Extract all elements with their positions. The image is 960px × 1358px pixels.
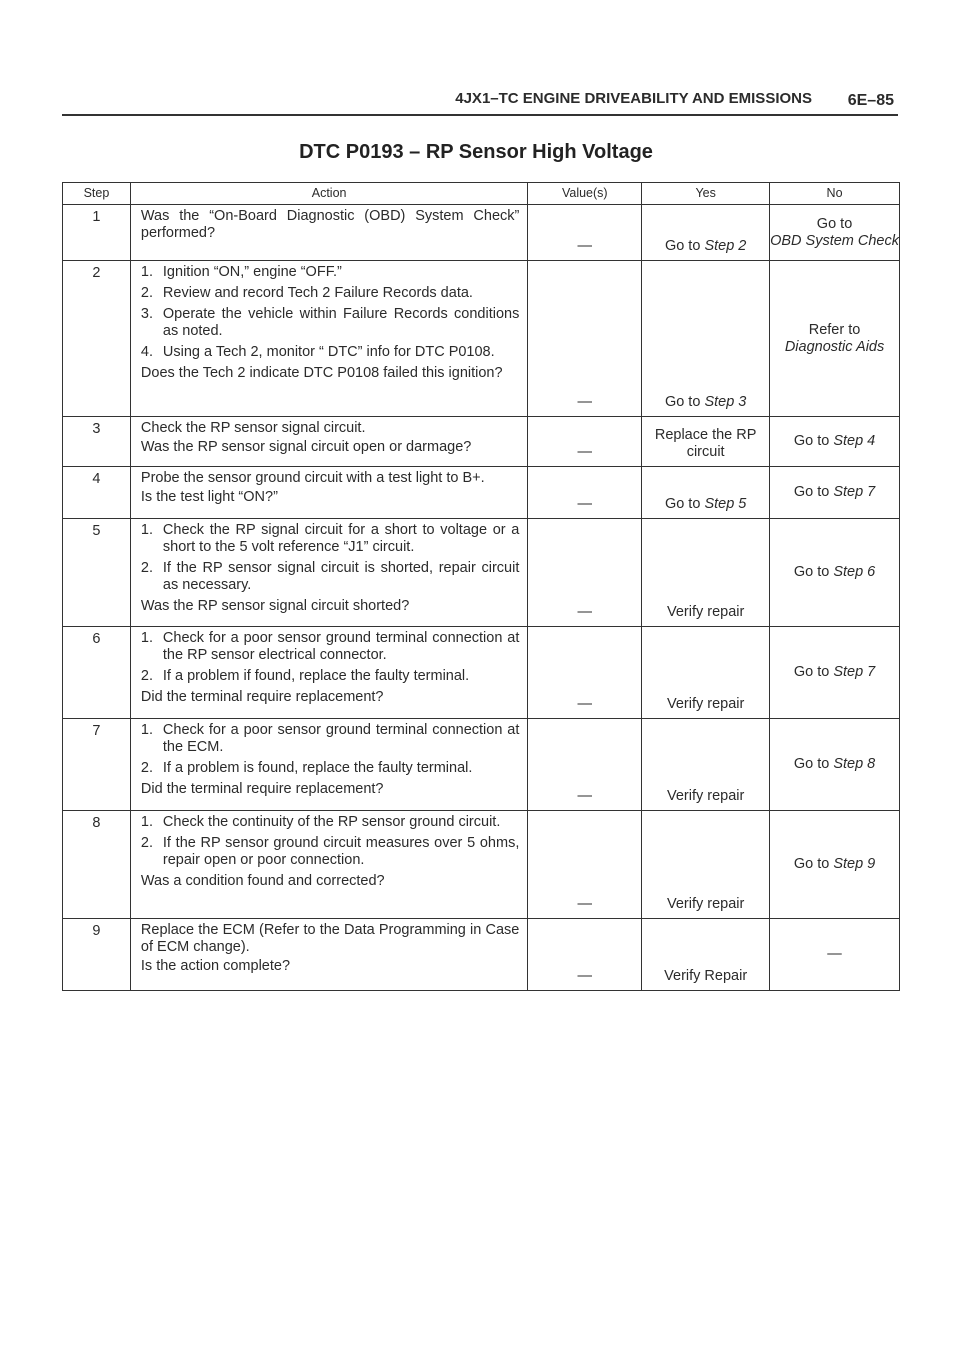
no-cell [770, 467, 900, 519]
no-cell [770, 811, 900, 919]
yes-text: Go to [664, 238, 701, 254]
page-number: 6E–85 [847, 92, 894, 109]
action-question: Did the terminal require replacement? [140, 781, 384, 797]
no-text: Go to [793, 433, 830, 449]
action-question: Is the action complete? [140, 958, 291, 974]
value-cell: — [528, 919, 642, 991]
item-text: Using a Tech 2, monitor “ DTC” info for DTC P0108. [162, 344, 495, 360]
no-text: Go to [793, 664, 830, 680]
action-intro: Replace the ECM (Refer to the Data Programming in Case of ECM change). [140, 922, 520, 955]
no-text: Go to [793, 564, 830, 580]
yes-text: Verify repair [666, 604, 745, 620]
action-list-item [141, 264, 519, 281]
action-list-item [141, 835, 519, 869]
diagnostic-table [62, 182, 900, 991]
action-list-item [141, 522, 519, 556]
yes-text: Verify Repair [664, 968, 748, 984]
step-number: 3 [63, 417, 131, 467]
yes-text: Verify repair [666, 788, 745, 804]
yes-text: Verify repair [666, 696, 745, 712]
yes-text: Replace the RP circuit [654, 427, 757, 460]
section-title: 4JX1–TC ENGINE DRIVEABILITY AND EMISSIONS [455, 90, 812, 107]
action-cell [130, 205, 527, 261]
value-cell: — [528, 627, 642, 719]
item-number: 1. [140, 522, 153, 538]
action-question: Is the test light “ON?” [140, 489, 278, 505]
no-text: Refer to [808, 321, 861, 338]
value-cell: — [528, 261, 642, 417]
no-text: Go to [793, 484, 830, 500]
action-intro: Probe the sensor ground circuit with a test light to B+. [140, 470, 485, 486]
item-text: Check for a poor sensor ground terminal connection at the ECM. [162, 722, 520, 755]
action-question: Was a condition found and corrected? [140, 873, 385, 889]
item-text: If the RP sensor ground circuit measures over 5 ohms, repair open or poor connection. [162, 835, 520, 868]
no-ref: Step 6 [833, 564, 876, 580]
header-rule [62, 114, 898, 116]
no-cell [770, 627, 900, 719]
table-row [63, 719, 900, 811]
no-ref: Step 4 [833, 433, 876, 449]
item-text: Review and record Tech 2 Failure Records data. [162, 285, 473, 301]
value-cell: — [528, 417, 642, 467]
table-row [63, 467, 900, 519]
action-list-item [141, 668, 519, 685]
item-number: 3. [140, 306, 153, 322]
no-ref: Step 8 [833, 756, 876, 772]
action-list-item [141, 344, 519, 361]
yes-text: Go to [664, 496, 701, 512]
value-cell: — [528, 519, 642, 627]
column-header-yes: Yes [642, 183, 770, 205]
item-number: 1. [140, 722, 153, 738]
action-cell [130, 417, 527, 467]
no-cell [770, 417, 900, 467]
yes-cell [642, 417, 770, 467]
value-cell: — [528, 467, 642, 519]
value-cell: — [528, 719, 642, 811]
item-text: If the RP sensor signal circuit is shorted, repair circuit as necessary. [162, 560, 520, 593]
action-cell [130, 719, 527, 811]
action-question: Was the RP sensor signal circuit shorted? [140, 598, 410, 614]
action-intro: Check the RP sensor signal circuit. [140, 420, 366, 436]
step-number: 7 [63, 719, 131, 811]
no-cell [770, 719, 900, 811]
action-list-item [141, 285, 519, 302]
yes-cell [642, 811, 770, 919]
item-text: Check the continuity of the RP sensor ground circuit. [162, 814, 501, 830]
yes-ref: Step 5 [704, 496, 747, 512]
no-ref: Step 7 [833, 664, 876, 680]
item-number: 2. [140, 285, 153, 301]
action-list-item [141, 760, 519, 777]
step-number: 5 [63, 519, 131, 627]
column-header-action: Action [130, 183, 527, 205]
yes-cell [642, 261, 770, 417]
item-number: 1. [140, 814, 153, 830]
item-text: Check for a poor sensor ground terminal connection at the RP sensor electrical connector. [162, 630, 520, 663]
yes-cell [642, 919, 770, 991]
no-cell [770, 519, 900, 627]
no-text: — [827, 946, 842, 962]
no-ref: Step 9 [833, 856, 876, 872]
table-header-row [63, 183, 900, 205]
action-cell [130, 919, 527, 991]
yes-cell [642, 719, 770, 811]
no-ref: Diagnostic Aids [784, 338, 885, 355]
step-number: 6 [63, 627, 131, 719]
action-list-item [141, 306, 519, 340]
item-number: 1. [140, 630, 153, 646]
item-number: 4. [140, 344, 153, 360]
table-row [63, 261, 900, 417]
action-list-item [141, 722, 519, 756]
item-number: 2. [140, 760, 153, 776]
action-cell [130, 261, 527, 417]
item-number: 2. [140, 835, 153, 851]
item-number: 1. [140, 264, 153, 280]
no-ref: Step 7 [833, 484, 876, 500]
item-text: If a problem is found, replace the faulty terminal. [162, 760, 473, 776]
table-row [63, 919, 900, 991]
action-cell [130, 519, 527, 627]
item-text: Operate the vehicle within Failure Records conditions as noted. [162, 306, 520, 339]
step-number: 9 [63, 919, 131, 991]
action-cell [130, 811, 527, 919]
yes-ref: Step 3 [704, 394, 747, 410]
no-cell [770, 919, 900, 991]
table-row [63, 519, 900, 627]
action-cell [130, 467, 527, 519]
value-cell: — [528, 205, 642, 261]
step-number: 2 [63, 261, 131, 417]
action-list-item [141, 814, 519, 831]
yes-text: Verify repair [666, 896, 745, 912]
column-header-step: Step [63, 183, 131, 205]
table-row [63, 627, 900, 719]
step-number: 1 [63, 205, 131, 261]
action-list-item [141, 560, 519, 594]
column-header-values: Value(s) [528, 183, 642, 205]
item-text: Ignition “ON,” engine “OFF.” [162, 264, 342, 280]
action-question: Was the RP sensor signal circuit open or darmage? [140, 439, 472, 455]
item-text: Check the RP signal circuit for a short to voltage or a short to the 5 volt reference “J1” circuit. [162, 522, 520, 555]
item-number: 2. [140, 668, 153, 684]
yes-cell [642, 467, 770, 519]
yes-cell [642, 519, 770, 627]
step-number: 4 [63, 467, 131, 519]
item-number: 2. [140, 560, 153, 576]
no-cell [770, 261, 900, 417]
yes-ref: Step 2 [704, 238, 747, 254]
step-number: 8 [63, 811, 131, 919]
no-text: Go to [816, 215, 853, 232]
yes-cell [642, 627, 770, 719]
page-header [62, 86, 898, 114]
action-question: Did the terminal require replacement? [140, 689, 384, 705]
table-row [63, 811, 900, 919]
value-cell: — [528, 811, 642, 919]
table-row [63, 417, 900, 467]
page-title: DTC P0193 – RP Sensor High Voltage [299, 141, 653, 163]
yes-cell [642, 205, 770, 261]
no-text: Go to [793, 856, 830, 872]
column-header-no: No [770, 183, 900, 205]
item-text: If a problem if found, replace the faulty terminal. [162, 668, 470, 684]
action-intro: Was the “On-Board Diagnostic (OBD) System Check” performed? [140, 208, 520, 241]
no-ref: OBD System Check [770, 232, 899, 249]
table-row [63, 205, 900, 261]
no-cell [770, 205, 900, 261]
action-question: Does the Tech 2 indicate DTC P0108 failed this ignition? [140, 365, 503, 381]
no-text: Go to [793, 756, 830, 772]
action-cell [130, 627, 527, 719]
action-list-item [141, 630, 519, 664]
yes-text: Go to [664, 394, 701, 410]
